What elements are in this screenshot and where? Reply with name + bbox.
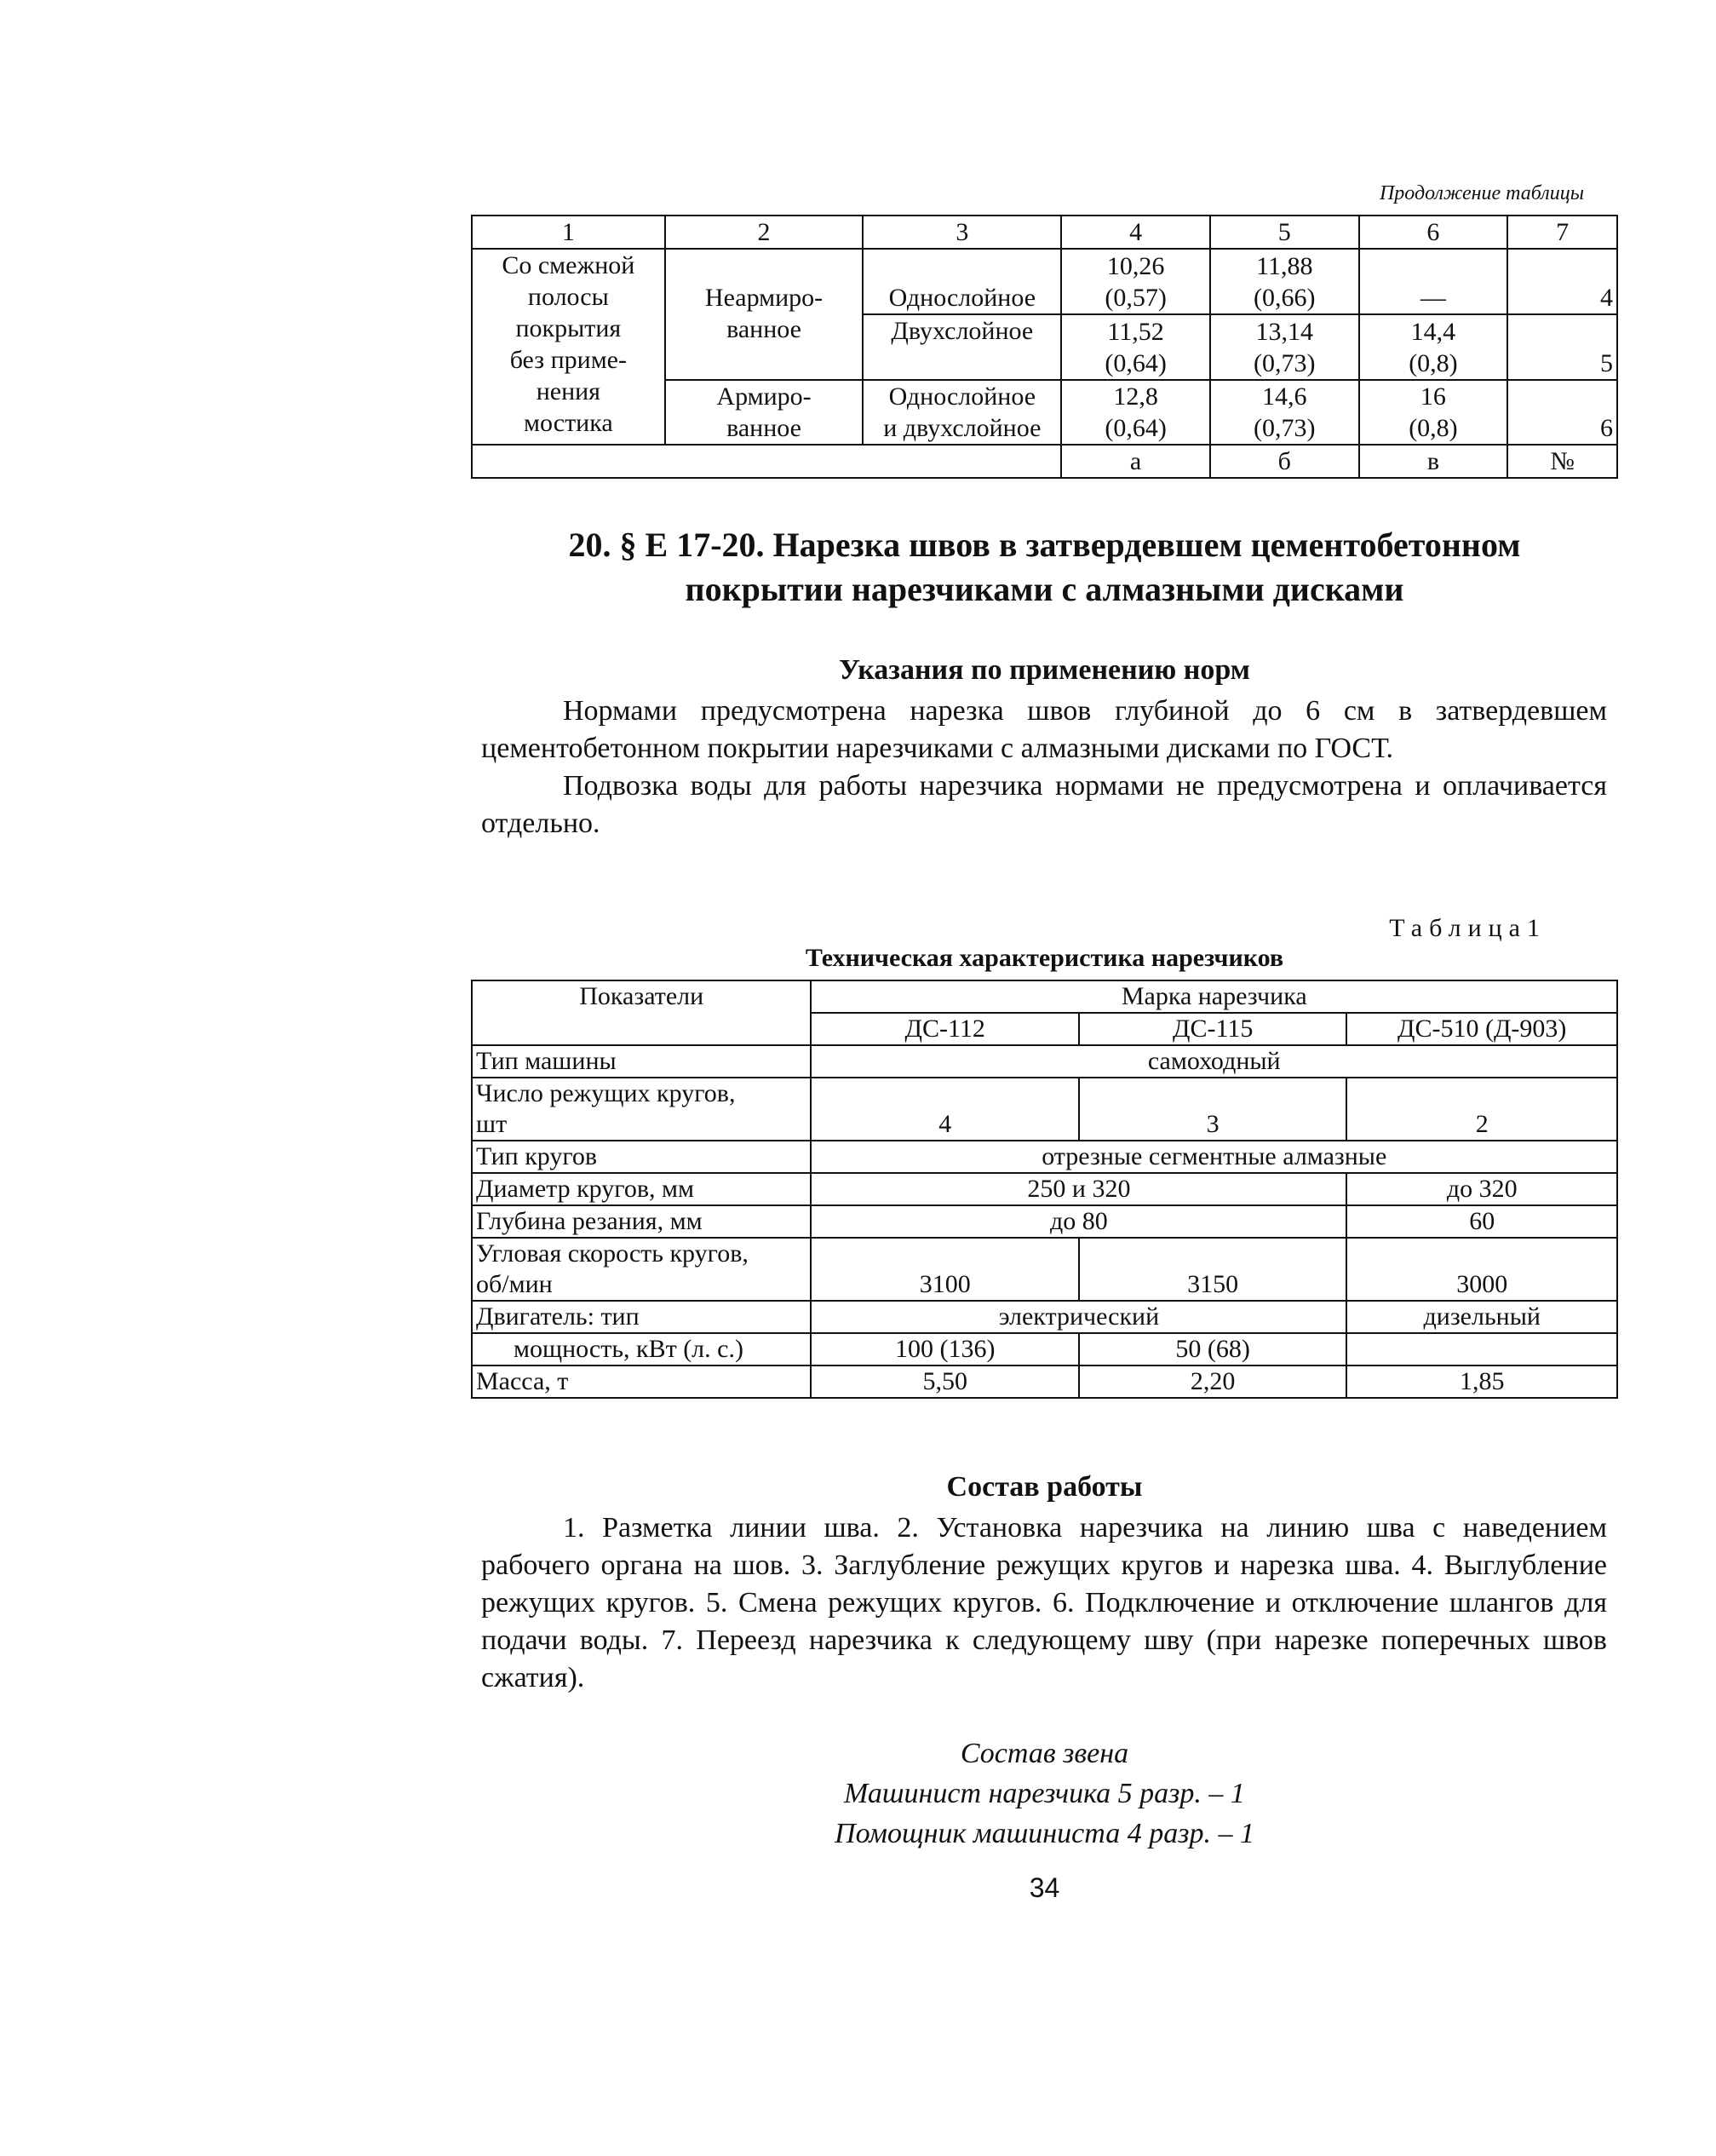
row-label: Масса, т [472, 1365, 811, 1398]
col-number: 1 [472, 216, 665, 249]
footer-number-sign: № [1507, 445, 1617, 478]
model-name: ДС-112 [811, 1013, 1078, 1045]
nonreinforced-line: ванное [726, 315, 801, 343]
cell-value: 2 [1346, 1078, 1617, 1141]
row-label: мощность, кВт (л. с.) [472, 1333, 811, 1365]
footer-letter: б [1210, 445, 1359, 478]
cell-value: электрический [811, 1301, 1346, 1333]
table-row [472, 1078, 1617, 1141]
cell-value: дизельный [1346, 1301, 1617, 1333]
col-number: 3 [863, 216, 1061, 249]
value-cell [1061, 314, 1210, 380]
col-number: 6 [1359, 216, 1508, 249]
table-row [472, 249, 1617, 314]
norms-text [481, 693, 1607, 842]
table-row [472, 1333, 1617, 1365]
cell-value: 3150 [1079, 1238, 1346, 1301]
value: — [1420, 284, 1446, 312]
value-cell [1210, 249, 1359, 314]
footer-empty [472, 445, 1061, 478]
header-brand: Марка нарезчика [811, 980, 1617, 1013]
col-number: 5 [1210, 216, 1359, 249]
layer-cell [863, 380, 1061, 445]
value: (0,66) [1254, 284, 1316, 312]
reinforced-cell [665, 380, 864, 445]
row-number: 6 [1507, 380, 1617, 445]
paragraph: Нормами предусмотрена нарезка швов глубиной до 6 см в затвердевшем цементобетонном покрытии нарезчиками с алмазными дисками по ГОСТ. [481, 695, 1607, 764]
crew-member: Помощник машиниста 4 разр. – 1 [835, 1818, 1254, 1849]
row-label: Тип машины [472, 1045, 811, 1078]
continuation-table [471, 215, 1618, 479]
cell-value: 60 [1346, 1205, 1617, 1238]
label-line: об/мин [476, 1270, 553, 1298]
table-row [472, 1045, 1617, 1078]
value: 14,6 [1262, 382, 1307, 411]
value: 14,4 [1410, 318, 1456, 346]
cell-value: до 80 [811, 1205, 1346, 1238]
cell-value: 5,50 [811, 1365, 1078, 1398]
nonreinforced-cell [665, 249, 864, 380]
value: 11,52 [1107, 318, 1164, 346]
value: (0,8) [1409, 414, 1458, 442]
group-label-line: без приме- [509, 346, 627, 374]
layer-single: Однослойное [888, 284, 1036, 312]
layer-double: Двухслойное [891, 317, 1034, 345]
cell-value: отрезные сегментные алмазные [811, 1141, 1617, 1173]
group-label-line: Со смежной [502, 251, 635, 279]
value-cell [1210, 314, 1359, 380]
table-row [472, 1238, 1617, 1301]
label-line: Угловая скорость кругов, [476, 1239, 749, 1268]
header-indicators: Показатели [472, 980, 811, 1045]
table-row [472, 1141, 1617, 1173]
group-label-line: мостика [524, 409, 613, 437]
value: (0,8) [1409, 349, 1458, 377]
table-caption: Техническая характеристика нарезчиков [805, 944, 1284, 972]
group-label-line: полосы [527, 283, 609, 311]
value-cell [1061, 380, 1210, 445]
reinforced-line: Армиро- [716, 382, 812, 411]
paragraph: Подвозка воды для работы нарезчика нормами не предусмотрена и оплачивается отдельно. [481, 770, 1607, 839]
cell-value: 100 (136) [811, 1333, 1078, 1365]
cell-value: 3000 [1346, 1238, 1617, 1301]
reinforced-line: ванное [726, 414, 801, 442]
cell-value: 1,85 [1346, 1365, 1617, 1398]
row-label: Глубина резания, мм [472, 1205, 811, 1238]
value-cell [1210, 380, 1359, 445]
label-line: шт [476, 1110, 508, 1138]
col-number: 4 [1061, 216, 1210, 249]
value: (0,73) [1254, 414, 1316, 442]
group-label-line: нения [536, 377, 600, 405]
section-title-line: покрытии нарезчиками с алмазными дисками [685, 570, 1404, 608]
value: 11,88 [1256, 252, 1313, 280]
crew-heading: Состав звена [960, 1738, 1129, 1769]
cell-value: 4 [811, 1078, 1078, 1141]
row-label [472, 1238, 811, 1301]
value: (0,64) [1105, 414, 1167, 442]
table-header-row [472, 980, 1617, 1013]
nonreinforced-line: Неармиро- [704, 284, 824, 312]
table-row [472, 1301, 1617, 1333]
row-label: Двигатель: тип [472, 1301, 811, 1333]
table-row [472, 1173, 1617, 1205]
table-label: Таблица1 [1389, 914, 1547, 942]
cell-value: 2,20 [1079, 1365, 1346, 1398]
value: 12,8 [1113, 382, 1158, 411]
model-name: ДС-115 [1079, 1013, 1346, 1045]
table-footer-row [472, 445, 1617, 478]
value-cell [1359, 380, 1508, 445]
value: (0,64) [1105, 349, 1167, 377]
cell-value: 3100 [811, 1238, 1078, 1301]
cell-value: 3 [1079, 1078, 1346, 1141]
section-title-line: 20. § Е 17-20. Нарезка швов в затвердевшем цементобетонном [568, 526, 1521, 564]
footer-letter: в [1359, 445, 1508, 478]
value-cell [1061, 249, 1210, 314]
row-label: Тип кругов [472, 1141, 811, 1173]
table-header-row [472, 216, 1617, 249]
layer-cell [863, 314, 1061, 380]
layer-single: Однослойное [888, 382, 1036, 411]
value: (0,73) [1254, 349, 1316, 377]
page-number: 34 [1029, 1872, 1060, 1903]
row-number: 4 [1507, 249, 1617, 314]
work-text [481, 1509, 1607, 1697]
norms-heading: Указания по применению норм [839, 654, 1250, 686]
cell-value: 250 и 320 [811, 1173, 1346, 1205]
row-number: 5 [1507, 314, 1617, 380]
row-label [472, 1078, 811, 1141]
group-label-cell [472, 249, 665, 445]
layer-cell [863, 249, 1061, 314]
specs-table [471, 980, 1618, 1399]
cell-value: до 320 [1346, 1173, 1617, 1205]
value-cell [1359, 314, 1508, 380]
row-label: Диаметр кругов, мм [472, 1173, 811, 1205]
continuation-note: Продолжение таблицы [1379, 182, 1584, 204]
crew-member: Машинист нарезчика 5 разр. – 1 [844, 1778, 1245, 1809]
model-name: ДС-510 (Д-903) [1346, 1013, 1617, 1045]
value-cell [1359, 249, 1508, 314]
label-line: Число режущих кругов, [476, 1079, 736, 1107]
col-number: 7 [1507, 216, 1617, 249]
value: (0,57) [1105, 284, 1167, 312]
cell-value: самоходный [811, 1045, 1617, 1078]
cell-value [1346, 1333, 1617, 1365]
work-heading: Состав работы [946, 1471, 1143, 1503]
value: 13,14 [1255, 318, 1314, 346]
table-row [472, 1365, 1617, 1398]
value: 10,26 [1106, 252, 1165, 280]
paragraph: 1. Разметка линии шва. 2. Установка нарезчика на линию шва с наведением рабочего органа на шов. 3. Заглубление режущих кругов и нарезка шва. 4. Выглубление режущих кругов. 5. Смена режущих кругов. 6. Подключение и отключение шлангов для подачи воды. 7. Переезд нарезчика к следующему шву (при нарезке поперечных швов сжатия). [481, 1512, 1607, 1693]
group-label-line: покрытия [515, 314, 622, 342]
table-row [472, 1205, 1617, 1238]
cell-value: 50 (68) [1079, 1333, 1346, 1365]
value: 16 [1420, 382, 1446, 411]
footer-letter: а [1061, 445, 1210, 478]
layer-both: и двухслойное [883, 414, 1042, 442]
col-number: 2 [665, 216, 864, 249]
